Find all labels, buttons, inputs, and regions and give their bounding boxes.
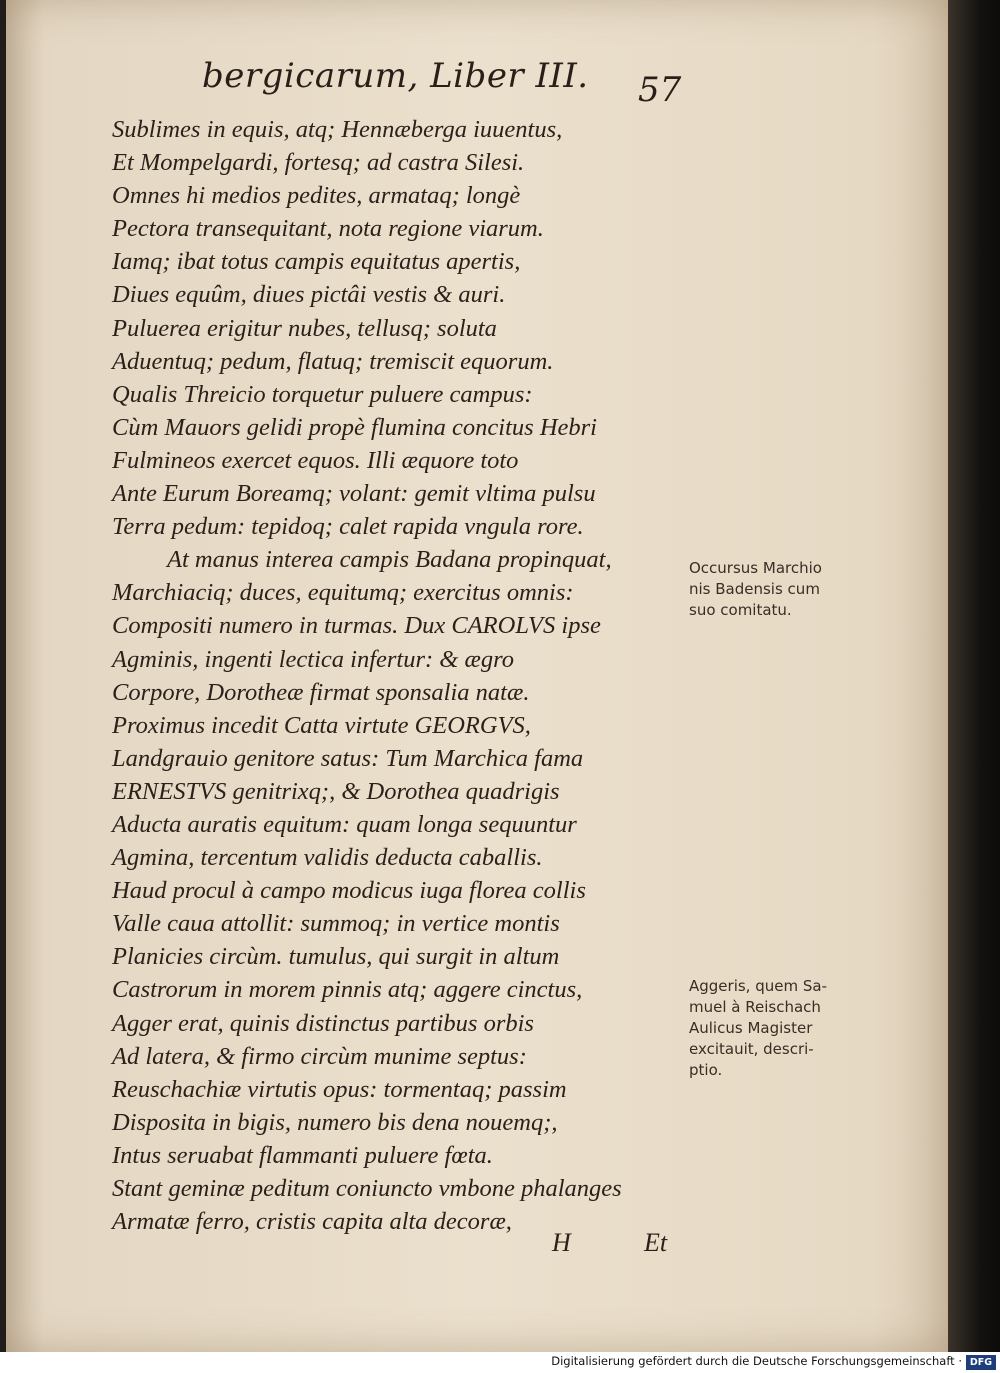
verse-line: Aducta auratis equitum: quam longa sequuntur — [112, 810, 577, 838]
verse-line: Castrorum in morem pinnis atq; aggere cinctus, — [112, 976, 583, 1004]
verse-line: Marchiaciq; duces, equitumq; exercitus omnis: — [112, 579, 574, 607]
verse-line: Agmina, tercentum validis deducta caballis. — [112, 844, 543, 872]
verse-line: Stant geminæ peditum coniuncto vmbone phalanges — [112, 1175, 622, 1202]
margin-note-line: muel à Reischach — [689, 998, 821, 1016]
verse-line: Disposita in bigis, numero bis dena nouemq;, — [112, 1108, 558, 1136]
verse-line: Sublimes in equis, atq; Hennæberga iuuentus, — [112, 116, 563, 143]
dfg-logo-icon: DFG — [966, 1355, 996, 1370]
verse-line: Terra pedum: tepidoq; calet rapida vngula rore. — [112, 513, 584, 541]
margin-note-line: excitauit, descri- — [689, 1040, 814, 1058]
verse-line: Aduentuq; pedum, flatuq; tremiscit equorum. — [112, 347, 554, 375]
verse-text — [112, 113, 692, 1238]
verse-line: Agminis, ingenti lectica infertur: & ægro — [112, 645, 514, 673]
verse-line: Planicies circùm. tumulus, qui surgit in altum — [112, 943, 560, 971]
margin-note-line: Aulicus Magister — [689, 1019, 813, 1037]
verse-line: Puluerea erigitur nubes, tellusq; soluta — [112, 314, 497, 342]
verse-line: Compositi numero in turmas. Dux CAROLVS ipse — [112, 612, 601, 640]
page-number: 57 — [638, 70, 682, 110]
verse-line: Haud procul à campo modicus iuga florea collis — [112, 877, 586, 905]
digitization-footer — [0, 1352, 1000, 1373]
verse-line: Qualis Threicio torquetur puluere campus: — [112, 380, 533, 408]
verse-line: Iamq; ibat totus campis equitatus apertis, — [112, 248, 521, 276]
verse-line: Cùm Mauors gelidi propè flumina concitus Hebri — [112, 413, 597, 441]
margin-note-line: nis Badensis cum — [689, 580, 820, 598]
verse-line: Pectora transequitant, nota regione viarum. — [112, 215, 544, 243]
verse-line: Ad latera, & firmo circùm munime septus: — [112, 1042, 527, 1070]
verse-line: Reuschachiæ virtutis opus: tormentaq; passim — [112, 1075, 567, 1103]
verse-line: Et Mompelgardi, fortesq; ad castra Silesi. — [112, 149, 525, 177]
signature-mark: H — [552, 1228, 571, 1257]
verse-line: Corpore, Dorotheæ firmat sponsalia natæ. — [112, 678, 530, 706]
margin-note-occursus — [689, 558, 864, 621]
funding-notice: Digitalisierung gefördert durch die Deutsche Forschungsgemeinschaft · — [551, 1354, 962, 1368]
verse-line: Proximus incedit Catta virtute GEORGVS, — [112, 711, 531, 739]
verse-line: Agger erat, quinis distinctus partibus orbis — [112, 1009, 534, 1037]
verse-line: Armatæ ferro, cristis capita alta decoræ, — [112, 1208, 512, 1236]
margin-note-line: ptio. — [689, 1061, 723, 1079]
catchword: Et — [644, 1228, 668, 1257]
verse-line: At manus interea campis Badana propinquat, — [167, 546, 612, 574]
verse-line: Omnes hi medios pedites, armataq; longè — [112, 182, 521, 210]
book-page — [6, 0, 948, 1352]
verse-line: Fulmineos exercet equos. Illi æquore toto — [112, 446, 519, 474]
verse-line: Landgrauio genitore satus: Tum Marchica fama — [112, 744, 584, 772]
verse-line: Diues equûm, diues pictâi vestis & auri. — [112, 281, 506, 309]
running-title: bergicarum, Liber III. — [202, 56, 589, 96]
verse-line: Valle caua attollit: summoq; in vertice montis — [112, 910, 560, 938]
page-edge-shadow — [948, 0, 1000, 1352]
margin-note-line: Aggeris, quem Sa- — [689, 977, 827, 995]
verse-line: Ante Eurum Boreamq; volant: gemit vltima pulsu — [112, 480, 596, 508]
margin-note-aggeris — [689, 976, 864, 1081]
verse-line: Intus seruabat flammanti puluere fœta. — [112, 1141, 493, 1169]
verse-line: ERNESTVS genitrixq;, & Dorothea quadrigis — [112, 777, 560, 805]
margin-note-line: suo comitatu. — [689, 601, 792, 619]
margin-note-line: Occursus Marchio — [689, 559, 822, 577]
